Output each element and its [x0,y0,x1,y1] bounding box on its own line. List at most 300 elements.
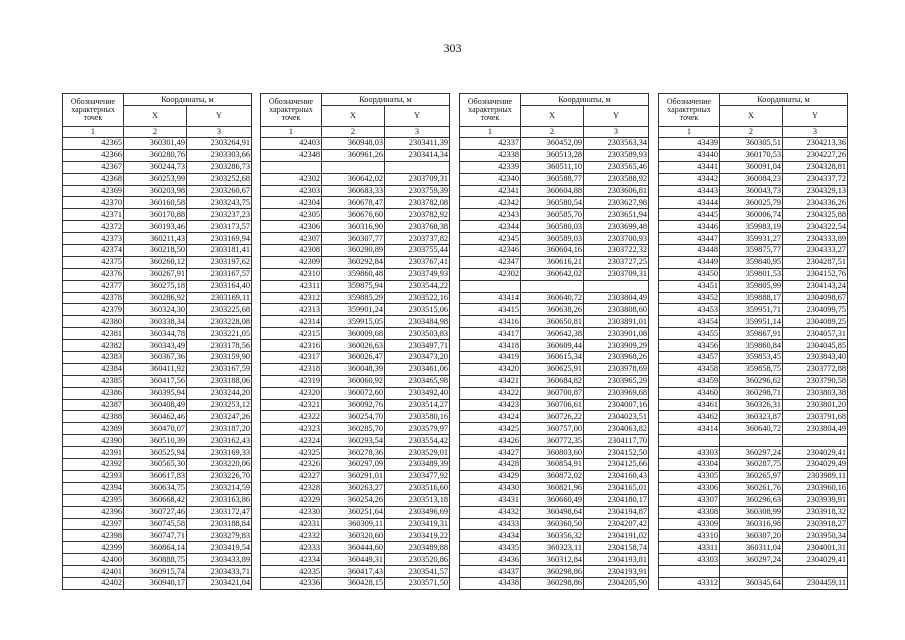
point-id-cell: 42370 [63,197,124,209]
x-value-cell: 360609,44 [521,340,584,352]
x-value-cell: 360604,16 [521,245,584,257]
point-id-cell: 42368 [63,173,124,185]
y-value-cell: 2304143,24 [783,280,848,292]
y-value-cell: 2304125,66 [584,459,649,471]
y-value-cell: 2303181,41 [187,245,252,257]
table-row [63,435,252,447]
x-value-cell: 359885,29 [322,292,385,304]
table-row [261,423,450,435]
x-value-cell: 360617,83 [124,470,187,482]
x-value-cell: 360203,98 [124,185,187,197]
x-value-cell: 360676,60 [322,209,385,221]
table-row [659,387,848,399]
column-number: 1 [659,127,720,138]
y-value-cell: 2304029,41 [783,554,848,566]
x-value-cell: 360309,11 [322,518,385,530]
table-row [63,209,252,221]
table-row [659,518,848,530]
x-value-cell: 360525,94 [124,447,187,459]
point-id-cell: 42324 [261,435,322,447]
column-number: 3 [783,127,848,138]
y-header: Y [584,106,649,127]
table-row [261,482,450,494]
point-id-cell: 42314 [261,316,322,328]
point-id-cell: 43427 [460,447,521,459]
point-id-cell: 43420 [460,363,521,375]
x-value-cell: 360684,82 [521,375,584,387]
table-row [460,138,649,150]
y-value-cell: 2304099,75 [783,304,848,316]
point-id-cell: 42384 [63,363,124,375]
x-value-cell: 360757,00 [521,423,584,435]
table-row [63,566,252,578]
x-value-cell: 360025,79 [720,197,783,209]
y-value-cell: 2303167,57 [187,268,252,280]
point-id-cell: 42399 [63,542,124,554]
x-value-cell: 360072,60 [322,387,385,399]
table-row [460,554,649,566]
point-designation-header: Обозначение характерных точек [63,94,124,127]
point-id-cell: 42390 [63,435,124,447]
y-value-cell: 2304191,02 [584,530,649,542]
table-row [261,292,450,304]
y-value-cell [783,566,848,578]
point-id-cell: 43429 [460,470,521,482]
table-row [261,304,450,316]
table-row [659,138,848,150]
x-value-cell: 360638,26 [521,304,584,316]
table-row [659,470,848,482]
table-row [460,280,649,292]
table-row [261,268,450,280]
table-row [63,304,252,316]
table-row [261,197,450,209]
table-row [63,387,252,399]
y-value-cell: 2303772,88 [783,363,848,375]
point-id-cell: 43310 [659,530,720,542]
point-id-cell: 43435 [460,542,521,554]
y-value-cell: 2303489,39 [385,459,450,471]
y-value-cell: 2304063,82 [584,423,649,435]
x-value-cell: 360297,24 [720,447,783,459]
x-value-cell: 359840,95 [720,256,783,268]
x-value-cell: 360872,02 [521,470,584,482]
point-id-cell: 43462 [659,411,720,423]
point-id-cell: 43457 [659,352,720,364]
x-header: X [124,106,187,127]
x-value-cell: 360254,26 [322,494,385,506]
table-row [659,256,848,268]
point-id-cell [261,161,322,173]
point-id-cell: 43422 [460,387,521,399]
y-value-cell: 2303801,20 [783,399,848,411]
table-row [63,542,252,554]
table-row [659,328,848,340]
y-value-cell: 2304029,49 [783,459,848,471]
y-value-cell: 2304287,51 [783,256,848,268]
table-row [460,447,649,459]
y-value-cell: 2304193,81 [584,554,649,566]
point-id-cell: 42372 [63,221,124,233]
x-value-cell: 360084,23 [720,173,783,185]
y-value-cell: 2303968,26 [584,352,649,364]
point-id-cell: 43416 [460,316,521,328]
y-value-cell: 2303737,82 [385,233,450,245]
point-id-cell: 42379 [63,304,124,316]
point-id-cell: 43441 [659,161,720,173]
x-value-cell: 360854,91 [521,459,584,471]
point-id-cell [659,566,720,578]
point-designation-header: Обозначение характерных точек [460,94,521,127]
table-row [460,566,649,578]
table-row [63,459,252,471]
x-value-cell: 360640,72 [720,423,783,435]
x-value-cell: 360091,04 [720,161,783,173]
y-value-cell [584,280,649,292]
x-value-cell [322,161,385,173]
point-id-cell: 42320 [261,387,322,399]
point-id-cell: 42396 [63,506,124,518]
y-value-cell: 2303627,98 [584,197,649,209]
x-value-cell: 360297,09 [322,459,385,471]
point-id-cell: 43432 [460,506,521,518]
y-value-cell: 2304152,50 [584,447,649,459]
point-id-cell: 42330 [261,506,322,518]
y-value-cell: 2304152,76 [783,268,848,280]
table-row [261,459,450,471]
table-row [659,149,848,161]
y-value-cell: 2303571,50 [385,577,450,589]
table-row [63,185,252,197]
point-id-cell: 42318 [261,363,322,375]
x-value-cell: 360462,46 [124,411,187,423]
table-row [460,340,649,352]
y-value-cell: 2303755,44 [385,245,450,257]
x-value-cell: 359931,27 [720,233,783,245]
table-row [63,280,252,292]
x-value-cell: 360395,94 [124,387,187,399]
y-value-cell: 2303484,98 [385,316,450,328]
y-value-cell: 2304023,51 [584,411,649,423]
point-id-cell: 43459 [659,375,720,387]
y-value-cell: 2303727,25 [584,256,649,268]
x-value-cell: 360683,33 [322,185,385,197]
point-id-cell: 43448 [659,245,720,257]
point-id-cell: 42344 [460,221,521,233]
x-value-cell: 360296,62 [720,375,783,387]
x-value-cell: 360449,31 [322,554,385,566]
table-row [460,221,649,233]
point-id-cell: 43444 [659,197,720,209]
coordinates-header: Координаты, м [521,94,649,106]
x-value-cell: 360291,01 [322,470,385,482]
y-value-cell: 2303419,31 [385,518,450,530]
point-id-cell: 43414 [659,423,720,435]
point-id-cell: 42341 [460,185,521,197]
table-row [261,411,450,423]
x-value-cell: 360261,76 [720,482,783,494]
y-value-cell: 2304158,74 [584,542,649,554]
table-row [261,209,450,221]
y-value-cell: 2303544,22 [385,280,450,292]
x-value-cell: 360305,51 [720,138,783,150]
table-row [659,292,848,304]
table-row [63,506,252,518]
table-row [63,221,252,233]
table-row [63,316,252,328]
coordinates-header: Координаты, м [124,94,252,106]
y-value-cell: 2304213,36 [783,138,848,150]
y-value-cell: 2303411,39 [385,138,450,150]
y-value-cell: 2304337,72 [783,173,848,185]
table-row [261,173,450,185]
point-id-cell: 43303 [659,554,720,566]
table-row [460,411,649,423]
point-id-cell: 43417 [460,328,521,340]
x-value-cell: 360287,75 [720,459,783,471]
y-value-cell: 2303803,38 [783,387,848,399]
x-value-cell: 360772,35 [521,435,584,447]
y-value-cell: 2303279,83 [187,530,252,542]
table-row [63,447,252,459]
x-value-cell: 360700,87 [521,387,584,399]
table-row [659,268,848,280]
y-value-cell: 2303651,94 [584,209,649,221]
point-id-cell: 42338 [460,149,521,161]
y-value-cell: 2303804,49 [584,292,649,304]
table-row [261,316,450,328]
y-value-cell: 2303244,20 [187,387,252,399]
y-value-cell: 2303699,48 [584,221,649,233]
table-row [659,542,848,554]
table-row [460,518,649,530]
x-value-cell: 360006,74 [720,209,783,221]
y-value-cell: 2303173,57 [187,221,252,233]
y-value-cell: 2304227,26 [783,149,848,161]
table-row [63,256,252,268]
y-value-cell: 2304194,87 [584,506,649,518]
x-value-cell: 360043,73 [720,185,783,197]
point-id-cell: 43311 [659,542,720,554]
point-id-cell: 43438 [460,577,521,589]
column-number: 1 [63,127,124,138]
table-row [261,256,450,268]
point-id-cell: 42328 [261,482,322,494]
table-row [261,518,450,530]
x-value-cell: 360940,17 [124,577,187,589]
x-value-cell: 360642,02 [521,268,584,280]
y-value-cell: 2303588,92 [584,173,649,185]
y-value-cell: 2303163,86 [187,494,252,506]
y-value-cell: 2303790,58 [783,375,848,387]
x-value-cell: 359888,17 [720,292,783,304]
table-row [63,518,252,530]
y-value-cell: 2304459,11 [783,577,848,589]
point-id-cell: 42346 [460,245,521,257]
table-row [63,173,252,185]
x-value-cell: 360265,97 [720,470,783,482]
y-value-cell: 2303768,38 [385,221,450,233]
point-id-cell: 42373 [63,233,124,245]
y-value-cell: 2303252,68 [187,173,252,185]
point-id-cell: 42388 [63,411,124,423]
y-value-cell: 2304329,13 [783,185,848,197]
point-id-cell: 42367 [63,161,124,173]
table-row [460,459,649,471]
y-value-cell: 2303565,46 [584,161,649,173]
point-id-cell: 42334 [261,554,322,566]
x-value-cell: 359983,19 [720,221,783,233]
table-row [659,423,848,435]
table-row [659,566,848,578]
table-row [261,138,450,150]
x-value-cell: 359915,05 [322,316,385,328]
table-row [659,411,848,423]
x-value-cell: 359860,48 [322,268,385,280]
y-value-cell: 2303167,59 [187,363,252,375]
y-value-cell: 2303909,29 [584,340,649,352]
table-row [659,530,848,542]
coordinates-table-4 [658,93,848,590]
x-value-cell: 360510,39 [124,435,187,447]
table-row [63,245,252,257]
point-id-cell: 42315 [261,328,322,340]
point-id-cell: 43434 [460,530,521,542]
y-value-cell: 2304322,54 [783,221,848,233]
table-row [659,340,848,352]
x-value-cell: 360650,81 [521,316,584,328]
point-id-cell: 42403 [261,138,322,150]
table-row [63,554,252,566]
y-value-cell: 2303520,86 [385,554,450,566]
x-value-cell: 360253,99 [124,173,187,185]
y-value-cell: 2303419,54 [187,542,252,554]
y-value-cell: 2303226,70 [187,470,252,482]
x-value-cell: 360411,92 [124,363,187,375]
table-row [261,399,450,411]
x-value-cell: 360092,76 [322,399,385,411]
coordinates-header: Координаты, м [720,94,848,106]
x-value-cell: 360915,74 [124,566,187,578]
x-value-cell: 360408,49 [124,399,187,411]
x-value-cell: 360338,34 [124,316,187,328]
y-value-cell: 2304098,67 [783,292,848,304]
point-id-cell: 43456 [659,340,720,352]
point-id-cell: 42331 [261,518,322,530]
y-value-cell: 2303516,60 [385,482,450,494]
point-id-cell: 42312 [261,292,322,304]
y-value-cell: 2303419,22 [385,530,450,542]
y-value-cell: 2304336,26 [783,197,848,209]
table-row [261,447,450,459]
table-row [460,542,649,554]
table-row [63,530,252,542]
y-value-cell: 2304089,25 [783,316,848,328]
y-value-cell: 2303164,40 [187,280,252,292]
point-id-cell: 42329 [261,494,322,506]
x-value-cell: 360312,84 [521,554,584,566]
y-value-cell: 2303225,68 [187,304,252,316]
x-value-cell: 360320,60 [322,530,385,542]
table-row [659,197,848,209]
table-row [261,221,450,233]
x-value-cell: 360580,03 [521,221,584,233]
point-id-cell: 42385 [63,375,124,387]
y-value-cell: 2304180,17 [584,494,649,506]
table-row [261,506,450,518]
point-id-cell [659,435,720,447]
point-id-cell: 42348 [261,149,322,161]
x-value-cell: 360251,64 [322,506,385,518]
point-id-cell: 42321 [261,399,322,411]
point-id-cell: 42386 [63,387,124,399]
x-value-cell: 360356,32 [521,530,584,542]
x-value-cell: 360444,60 [322,542,385,554]
table-row [63,292,252,304]
point-id-cell: 42307 [261,233,322,245]
y-value-cell: 2303529,01 [385,447,450,459]
table-row [63,494,252,506]
x-value-cell: 360285,70 [322,423,385,435]
table-row [261,149,450,161]
table-row [460,387,649,399]
y-value-cell: 2303767,41 [385,256,450,268]
x-value-cell: 360290,89 [322,245,385,257]
x-value-cell: 359875,77 [720,245,783,257]
x-value-cell: 360588,77 [521,173,584,185]
point-id-cell: 43454 [659,316,720,328]
y-value-cell: 2304001,31 [783,542,848,554]
table-row [659,435,848,447]
table-row [261,387,450,399]
table-row [659,399,848,411]
point-id-cell: 43446 [659,221,720,233]
column-number: 1 [460,127,521,138]
y-value-cell: 2304160,43 [584,470,649,482]
table-row [659,352,848,364]
y-value-cell: 2303260,67 [187,185,252,197]
point-id-cell: 43443 [659,185,720,197]
x-value-cell: 360297,24 [720,554,783,566]
point-id-cell: 42308 [261,245,322,257]
table-row [63,340,252,352]
point-id-cell: 42375 [63,256,124,268]
point-id-cell: 43309 [659,518,720,530]
y-value-cell: 2303414,34 [385,149,450,161]
x-value-cell: 360727,46 [124,506,187,518]
point-id-cell: 43305 [659,470,720,482]
x-value-cell: 360565,30 [124,459,187,471]
x-value-cell: 360298,86 [521,577,584,589]
point-id-cell: 42392 [63,459,124,471]
point-id-cell: 42340 [460,173,521,185]
x-value-cell: 360642,02 [322,173,385,185]
x-value-cell: 360218,50 [124,245,187,257]
point-id-cell: 42371 [63,209,124,221]
point-id-cell: 43308 [659,506,720,518]
point-id-cell: 42332 [261,530,322,542]
table-row [460,470,649,482]
y-value-cell: 2303253,12 [187,399,252,411]
y-value-cell: 2303969,68 [584,387,649,399]
x-value-cell [521,280,584,292]
x-value-cell: 360580,54 [521,197,584,209]
table-row [261,363,450,375]
point-id-cell: 42305 [261,209,322,221]
point-id-cell: 43303 [659,447,720,459]
x-value-cell: 359901,24 [322,304,385,316]
x-value-cell: 360642,38 [521,328,584,340]
